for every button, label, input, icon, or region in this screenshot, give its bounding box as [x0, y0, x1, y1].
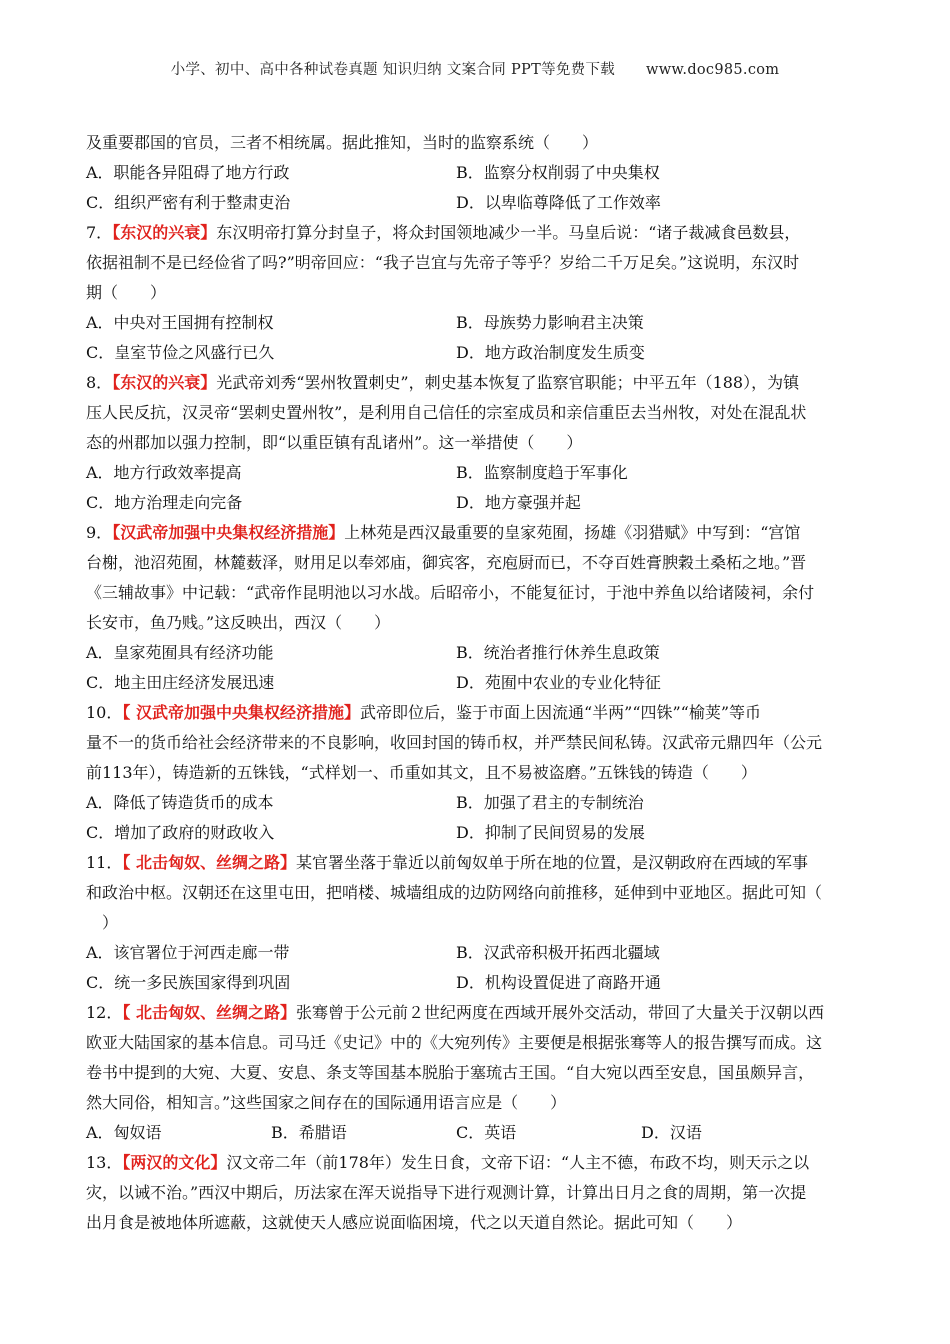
option-c: C．统一多民族国家得到巩固 [86, 973, 291, 992]
option-d: D．机构设置促进了商路开通 [456, 973, 661, 992]
option-b: B．加强了君主的专制统治 [456, 793, 644, 812]
stem-line: 光武帝刘秀“罢州牧置刺史”，刺史基本恢复了监察官职能；中平五年（188），为镇 [216, 373, 800, 392]
option-c: C．英语 [456, 1123, 517, 1142]
question-number: 13． [86, 1153, 123, 1172]
topic-tag: 【东汉的兴衰】 [112, 223, 217, 242]
question-number: 11． [86, 853, 123, 872]
option-d: D．地方政治制度发生质变 [456, 343, 645, 362]
stem-line: 态的州郡加以强力控制，即“以重臣镇有乱诸州”。这一举措使（ ） [86, 433, 583, 452]
question-content [86, 128, 866, 1238]
stem-line: ） [86, 913, 119, 932]
question-10-options-row-1 [86, 788, 866, 818]
stem-line: 汉文帝二年（前178年）发生日食，文帝下诏：“人主不德，布政不均，则天示之以 [226, 1153, 810, 1172]
stem-line: 量不一的货币给社会经济带来的不良影响，收回封国的铸币权，并严禁民间私铸。汉武帝元鼎四年（公元 [86, 733, 823, 752]
stem-line: 前113年），铸造新的五铢钱，“式样划一、币重如其文，且不易被盗磨。”五铢钱的铸造（ ） [86, 763, 757, 782]
option-d: D．以卑临尊降低了工作效率 [456, 193, 661, 212]
option-b: B．母族势力影响君主决策 [456, 313, 644, 332]
header-url[interactable]: www.doc985.com [646, 62, 780, 78]
question-11-options-row-2 [86, 968, 866, 998]
stem-line: 欧亚大陆国家的基本信息。司马迁《史记》中的《大宛列传》主要便是根据张骞等人的报告撰写而成。这 [86, 1033, 823, 1052]
question-number: 9． [86, 523, 113, 542]
topic-tag: 【东汉的兴衰】 [112, 373, 217, 392]
option-d: D．苑囿中农业的专业化特征 [456, 673, 661, 692]
question-9-stem [86, 518, 866, 548]
question-number: 10． [86, 703, 123, 722]
stem-line: 张骞曾于公元前２世纪两度在西域开展外交活动，带回了大量关于汉朝以西 [295, 1003, 824, 1022]
stem-line: 期（ ） [86, 283, 167, 302]
stem-line: 武帝即位后，鉴于市面上因流通“半两”“四铢”“榆荚”等币 [359, 703, 762, 722]
question-7-options-row-2 [86, 338, 866, 368]
option-c: C．地方治理走向完备 [86, 493, 243, 512]
question-10-options-row-2 [86, 818, 866, 848]
intro-stem: 及重要郡国的官员，三者不相统属。据此推知，当时的监察系统（ ） [86, 133, 599, 152]
stem-line: 压人民反抗，汉灵帝“罢刺史置州牧”，是利用自己信任的宗室成员和亲信重臣去当州牧，对处在混乱状 [86, 403, 807, 422]
header-text: 小学、初中、高中各种试卷真题 知识归纳 文案合同 PPT等免费下载 [170, 62, 616, 78]
stem-line: 灾，以诫不治。”西汉中期后，历法家在浑天说指导下进行观测计算，计算出日月之食的周期，第一次提 [86, 1183, 807, 1202]
question-11-options-row-1 [86, 938, 866, 968]
option-c: C．增加了政府的财政收入 [86, 823, 275, 842]
stem-line: 《三辅故事》中记载：“武帝作昆明池以习水战。后昭帝小，不能复征讨，于池中养鱼以给诸陵祠，余付 [86, 583, 815, 602]
option-a: A．降低了铸造货币的成本 [86, 793, 274, 812]
option-b: B．统治者推行休养生息政策 [456, 643, 660, 662]
question-7-options-row-1 [86, 308, 866, 338]
question-13-stem [86, 1148, 866, 1178]
question-9-options-row-1 [86, 638, 866, 668]
option-a: A．中央对王国拥有控制权 [86, 313, 274, 332]
topic-tag: 【两汉的文化】 [122, 1153, 227, 1172]
option-a: A．地方行政效率提高 [86, 463, 242, 482]
option-c: C．皇室节俭之风盛行已久 [86, 343, 275, 362]
stem-line: 卷书中提到的大宛、大夏、安息、条支等国基本脱胎于塞琉古王国。“自大宛以西至安息，国虽颇异言， [86, 1063, 815, 1082]
stem-line: 东汉明帝打算分封皇子，将众封国领地减少一半。马皇后说：“诸子裁减食邑数县， [216, 223, 801, 242]
question-8-options-row-1 [86, 458, 866, 488]
topic-tag: 【 北击匈奴、丝绸之路】 [122, 853, 296, 872]
question-number: 8． [86, 373, 113, 392]
question-10-stem [86, 698, 866, 728]
question-11-stem [86, 848, 866, 878]
option-a: A．皇家苑囿具有经济功能 [86, 643, 274, 662]
question-number: 12． [86, 1003, 123, 1022]
option-a: A．该官署位于河西走廊一带 [86, 943, 290, 962]
stem-line: 某官署坐落于靠近以前匈奴单于所在地的位置，是汉朝政府在西域的军事 [295, 853, 808, 872]
stem-line: 上林苑是西汉最重要的皇家苑囿，扬雄《羽猎赋》中写到：“宫馆 [344, 523, 801, 542]
page-header [0, 58, 950, 79]
option-c: C．组织严密有利于整肃吏治 [86, 193, 291, 212]
question-12-stem [86, 998, 866, 1028]
topic-tag: 【汉武帝加强中央集权经济措施】 [112, 523, 345, 542]
question-7-stem [86, 218, 866, 248]
question-number: 7． [86, 223, 113, 242]
intro-options-row-1 [86, 158, 866, 188]
stem-line: 出月食是被地体所遮蔽，这就使天人感应说面临困境，代之以天道自然论。据此可知（ ） [86, 1213, 743, 1232]
topic-tag: 【 汉武帝加强中央集权经济措施】 [122, 703, 360, 722]
option-d: D．抑制了民间贸易的发展 [456, 823, 645, 842]
option-b: B．监察分权削弱了中央集权 [456, 163, 660, 182]
option-d: D．地方豪强并起 [456, 493, 581, 512]
topic-tag: 【 北击匈奴、丝绸之路】 [122, 1003, 296, 1022]
stem-line: 长安市，鱼乃贱。”这反映出，西汉（ ） [86, 613, 391, 632]
option-c: C．地主田庄经济发展迅速 [86, 673, 275, 692]
option-a: A．匈奴语 [86, 1123, 162, 1142]
option-b: B．希腊语 [271, 1123, 347, 1142]
stem-line: 和政治中枢。汉朝还在这里屯田，把哨楼、城墙组成的边防网络向前推移，延伸到中亚地区。据此可知（ [86, 883, 823, 902]
stem-line: 台榭，池沼苑囿，林麓薮泽，财用足以奉郊庙，御宾客，充庖厨而已，不夺百姓膏腴穀土桑柘之地。”晋 [86, 553, 807, 572]
option-b: B．监察制度趋于军事化 [456, 463, 628, 482]
question-9-options-row-2 [86, 668, 866, 698]
question-8-options-row-2 [86, 488, 866, 518]
option-d: D．汉语 [641, 1123, 702, 1142]
stem-line: 依据祖制不是已经俭省了吗?”明帝回应：“我子岂宜与先帝子等乎？岁给二千万足矣。”这说明，东汉时 [86, 253, 800, 272]
option-b: B．汉武帝积极开拓西北疆域 [456, 943, 660, 962]
question-12-options-row [86, 1118, 866, 1148]
intro-options-row-2 [86, 188, 866, 218]
question-8-stem [86, 368, 866, 398]
stem-line: 然大同俗，相知言。”这些国家之间存在的国际通用语言应是（ ） [86, 1093, 567, 1112]
option-a: A．职能各异阻碍了地方行政 [86, 163, 290, 182]
